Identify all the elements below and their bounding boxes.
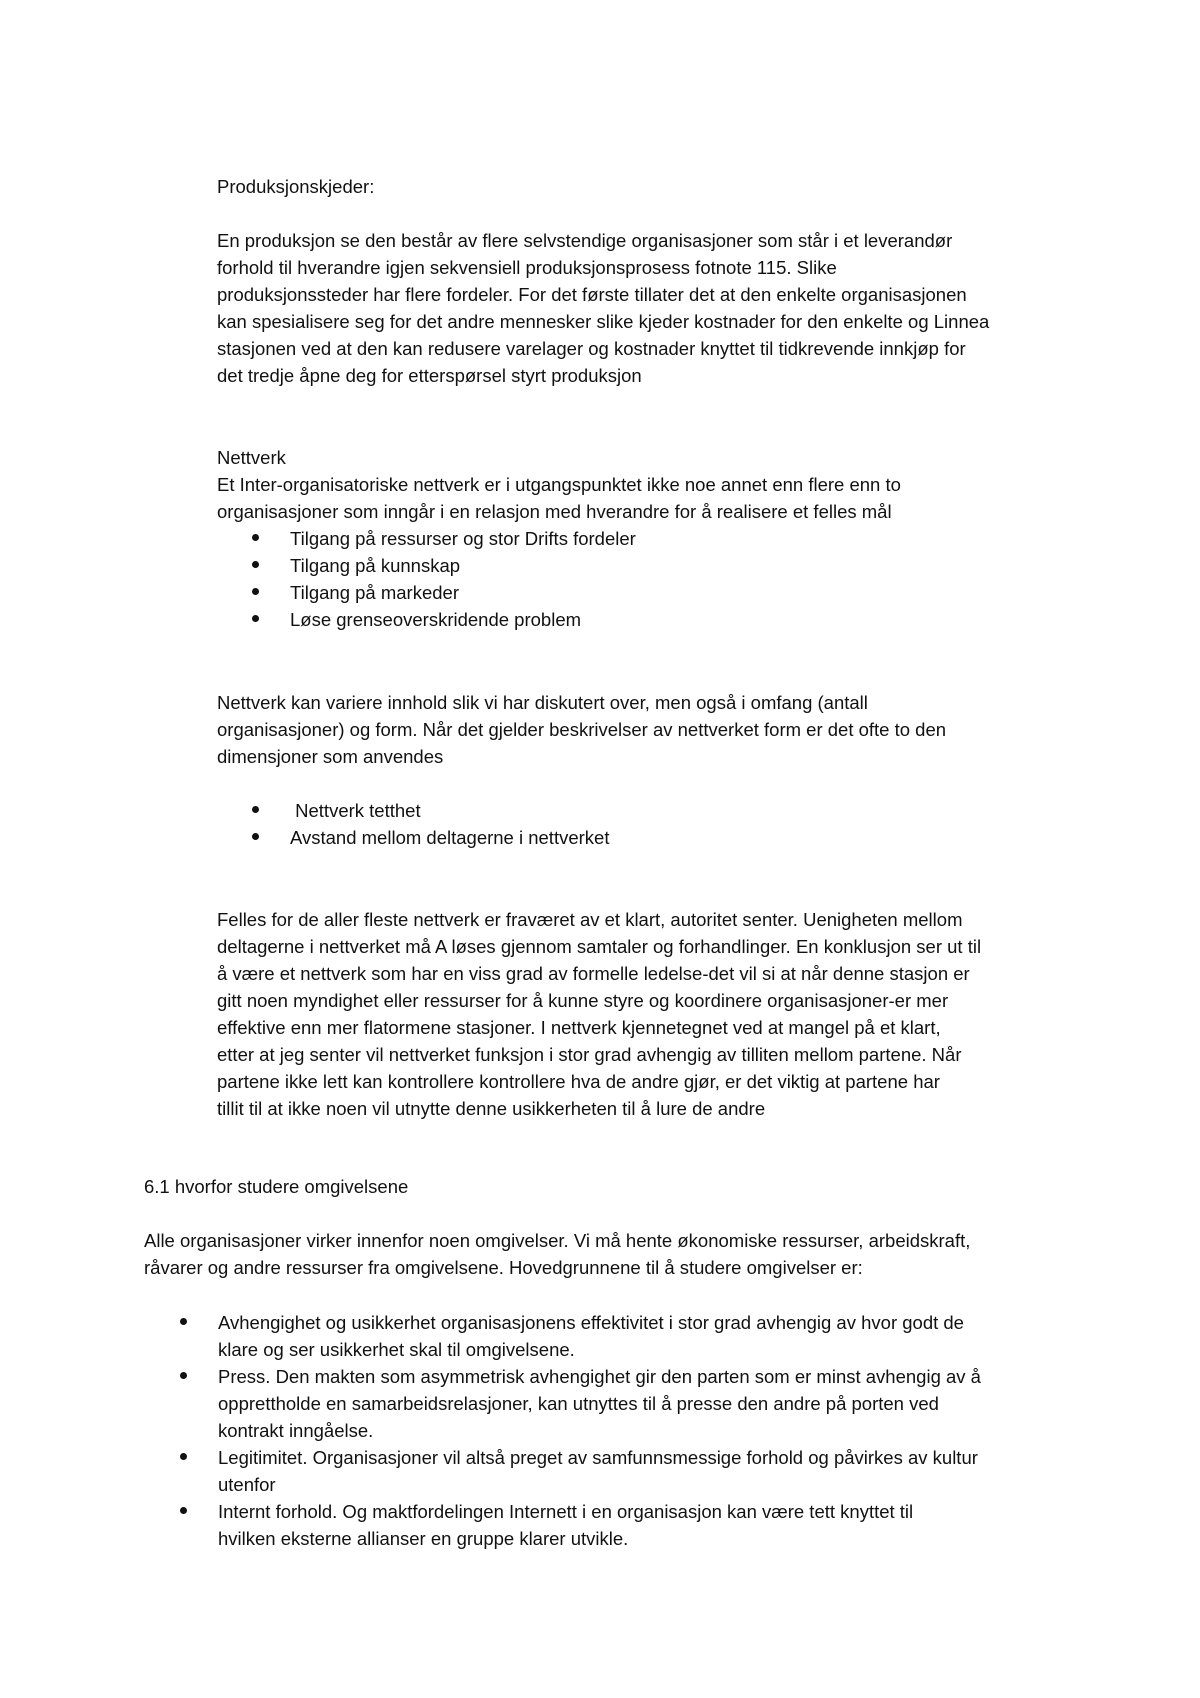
paragraph-omgivelser — [144, 1227, 970, 1281]
text-line: organisasjoner som inngår i en relasjon med hverandre for å realisere et felles mål — [217, 501, 892, 522]
bullet-list-dimensjoner — [252, 797, 609, 851]
bullet-icon — [252, 561, 259, 568]
list-item — [180, 1363, 981, 1444]
text-line: produksjonssteder har flere fordeler. For det første tillater det at den enkelte organisasjonen — [217, 284, 967, 305]
list-item — [180, 1498, 981, 1552]
text-line: Press. Den makten som asymmetrisk avhengighet gir den parten som er minst avhengig av å — [218, 1366, 981, 1387]
text-line: Nettverk kan variere innhold slik vi har diskutert over, men også i omfang (antall — [217, 692, 868, 713]
text-line: det tredje åpne deg for etterspørsel styrt produksjon — [217, 365, 642, 386]
bullet-icon — [180, 1372, 187, 1379]
text-line: dimensjoner som anvendes — [217, 746, 444, 767]
bullet-icon — [252, 833, 259, 840]
bullet-icon — [180, 1453, 187, 1460]
paragraph-nettverk-variere — [217, 689, 946, 770]
list-item: Løse grenseoverskridende problem — [252, 606, 636, 633]
text-line: Avhengighet og usikkerhet organisasjonens effektivitet i stor grad avhengig av hvor godt de — [218, 1312, 964, 1333]
bullet-list-nettverk — [252, 525, 636, 633]
text-line: opprettholde en samarbeidsrelasjoner, kan utnyttes til å presse den andre på porten ved — [218, 1393, 939, 1414]
text-line: utenfor — [218, 1474, 276, 1495]
text-line: effektive enn mer flatormene stasjoner. I nettverk kjennetegnet ved at mangel på et klart, — [217, 1017, 941, 1038]
list-item: Tilgang på markeder — [252, 579, 636, 606]
bullet-list-grunner — [180, 1309, 981, 1552]
bullet-icon — [252, 615, 259, 622]
bullet-icon — [252, 534, 259, 541]
text-line: hvilken eksterne allianser en gruppe klarer utvikle. — [218, 1528, 629, 1549]
text-line: Legitimitet. Organisasjoner vil altså preget av samfunnsmessige forhold og påvirkes av kultur — [218, 1447, 978, 1468]
list-item: Avstand mellom deltagerne i nettverket — [252, 824, 609, 851]
section-heading: Produksjonskjeder: — [217, 176, 375, 197]
text-line: Felles for de aller fleste nettverk er fraværet av et klart, autoritet senter. Uenigheten mellom — [217, 909, 963, 930]
text-line: En produksjon se den består av flere selvstendige organisasjoner som står i et leverandør — [217, 230, 953, 251]
text-line: å være et nettverk som har en viss grad av formelle ledelse-det vil si at når denne stasjon er — [217, 963, 970, 984]
paragraph-felles — [217, 906, 981, 1122]
list-item — [180, 1309, 981, 1363]
text-line: stasjonen ved at den kan redusere varelager og kostnader knyttet til tidkrevende innkjøp for — [217, 338, 966, 359]
list-item: Tilgang på ressurser og stor Drifts fordeler — [252, 525, 636, 552]
text-line: Alle organisasjoner virker innenfor noen omgivelser. Vi må hente økonomiske ressurser, arbeidskraft, — [144, 1230, 971, 1251]
text-line: Internt forhold. Og maktfordelingen Internett i en organisasjon kan være tett knyttet til — [218, 1501, 914, 1522]
text-line: partene ikke lett kan kontrollere kontrollere hva de andre gjør, er det viktig at partene har — [217, 1071, 940, 1092]
text-line: deltagerne i nettverket må A løses gjennom samtaler og forhandlinger. En konklusjon ser ut til — [217, 936, 982, 957]
bullet-icon — [180, 1318, 187, 1325]
section-heading: Nettverk — [217, 447, 286, 468]
text-line: Et Inter-organisatoriske nettverk er i utgangspunktet ikke noe annet enn flere enn to — [217, 474, 901, 495]
heading-omgivelsene — [144, 1173, 408, 1200]
nettverk-section — [217, 444, 901, 525]
text-line: kontrakt inngåelse. — [218, 1420, 374, 1441]
bullet-icon — [252, 806, 259, 813]
section-heading: 6.1 hvorfor studere omgivelsene — [144, 1176, 409, 1197]
list-item: Nettverk tetthet — [252, 797, 609, 824]
text-line: kan spesialisere seg for det andre mennesker slike kjeder kostnader for den enkelte og Linnea — [217, 311, 990, 332]
text-line: etter at jeg senter vil nettverket funksjon i stor grad avhengig av tilliten mellom partene. Når — [217, 1044, 962, 1065]
bullet-icon — [252, 588, 259, 595]
heading-produksjonskjeder — [217, 173, 374, 200]
text-line: forhold til hverandre igjen sekvensiell produksjonsprosess fotnote 115. Slike — [217, 257, 837, 278]
bullet-icon — [180, 1507, 187, 1514]
list-item — [180, 1444, 981, 1498]
text-line: gitt noen myndighet eller ressurser for å kunne styre og koordinere organisasjoner-er mer — [217, 990, 949, 1011]
list-item: Tilgang på kunnskap — [252, 552, 636, 579]
paragraph-produksjonskjeder — [217, 227, 989, 389]
text-line: organisasjoner) og form. Når det gjelder beskrivelser av nettverket form er det ofte to den — [217, 719, 947, 740]
text-line: tillit til at ikke noen vil utnytte denne usikkerheten til å lure de andre — [217, 1098, 766, 1119]
text-line: klare og ser usikkerhet skal til omgivelsene. — [218, 1339, 575, 1360]
text-line: råvarer og andre ressurser fra omgivelsene. Hovedgrunnene til å studere omgivelser er: — [144, 1257, 863, 1278]
